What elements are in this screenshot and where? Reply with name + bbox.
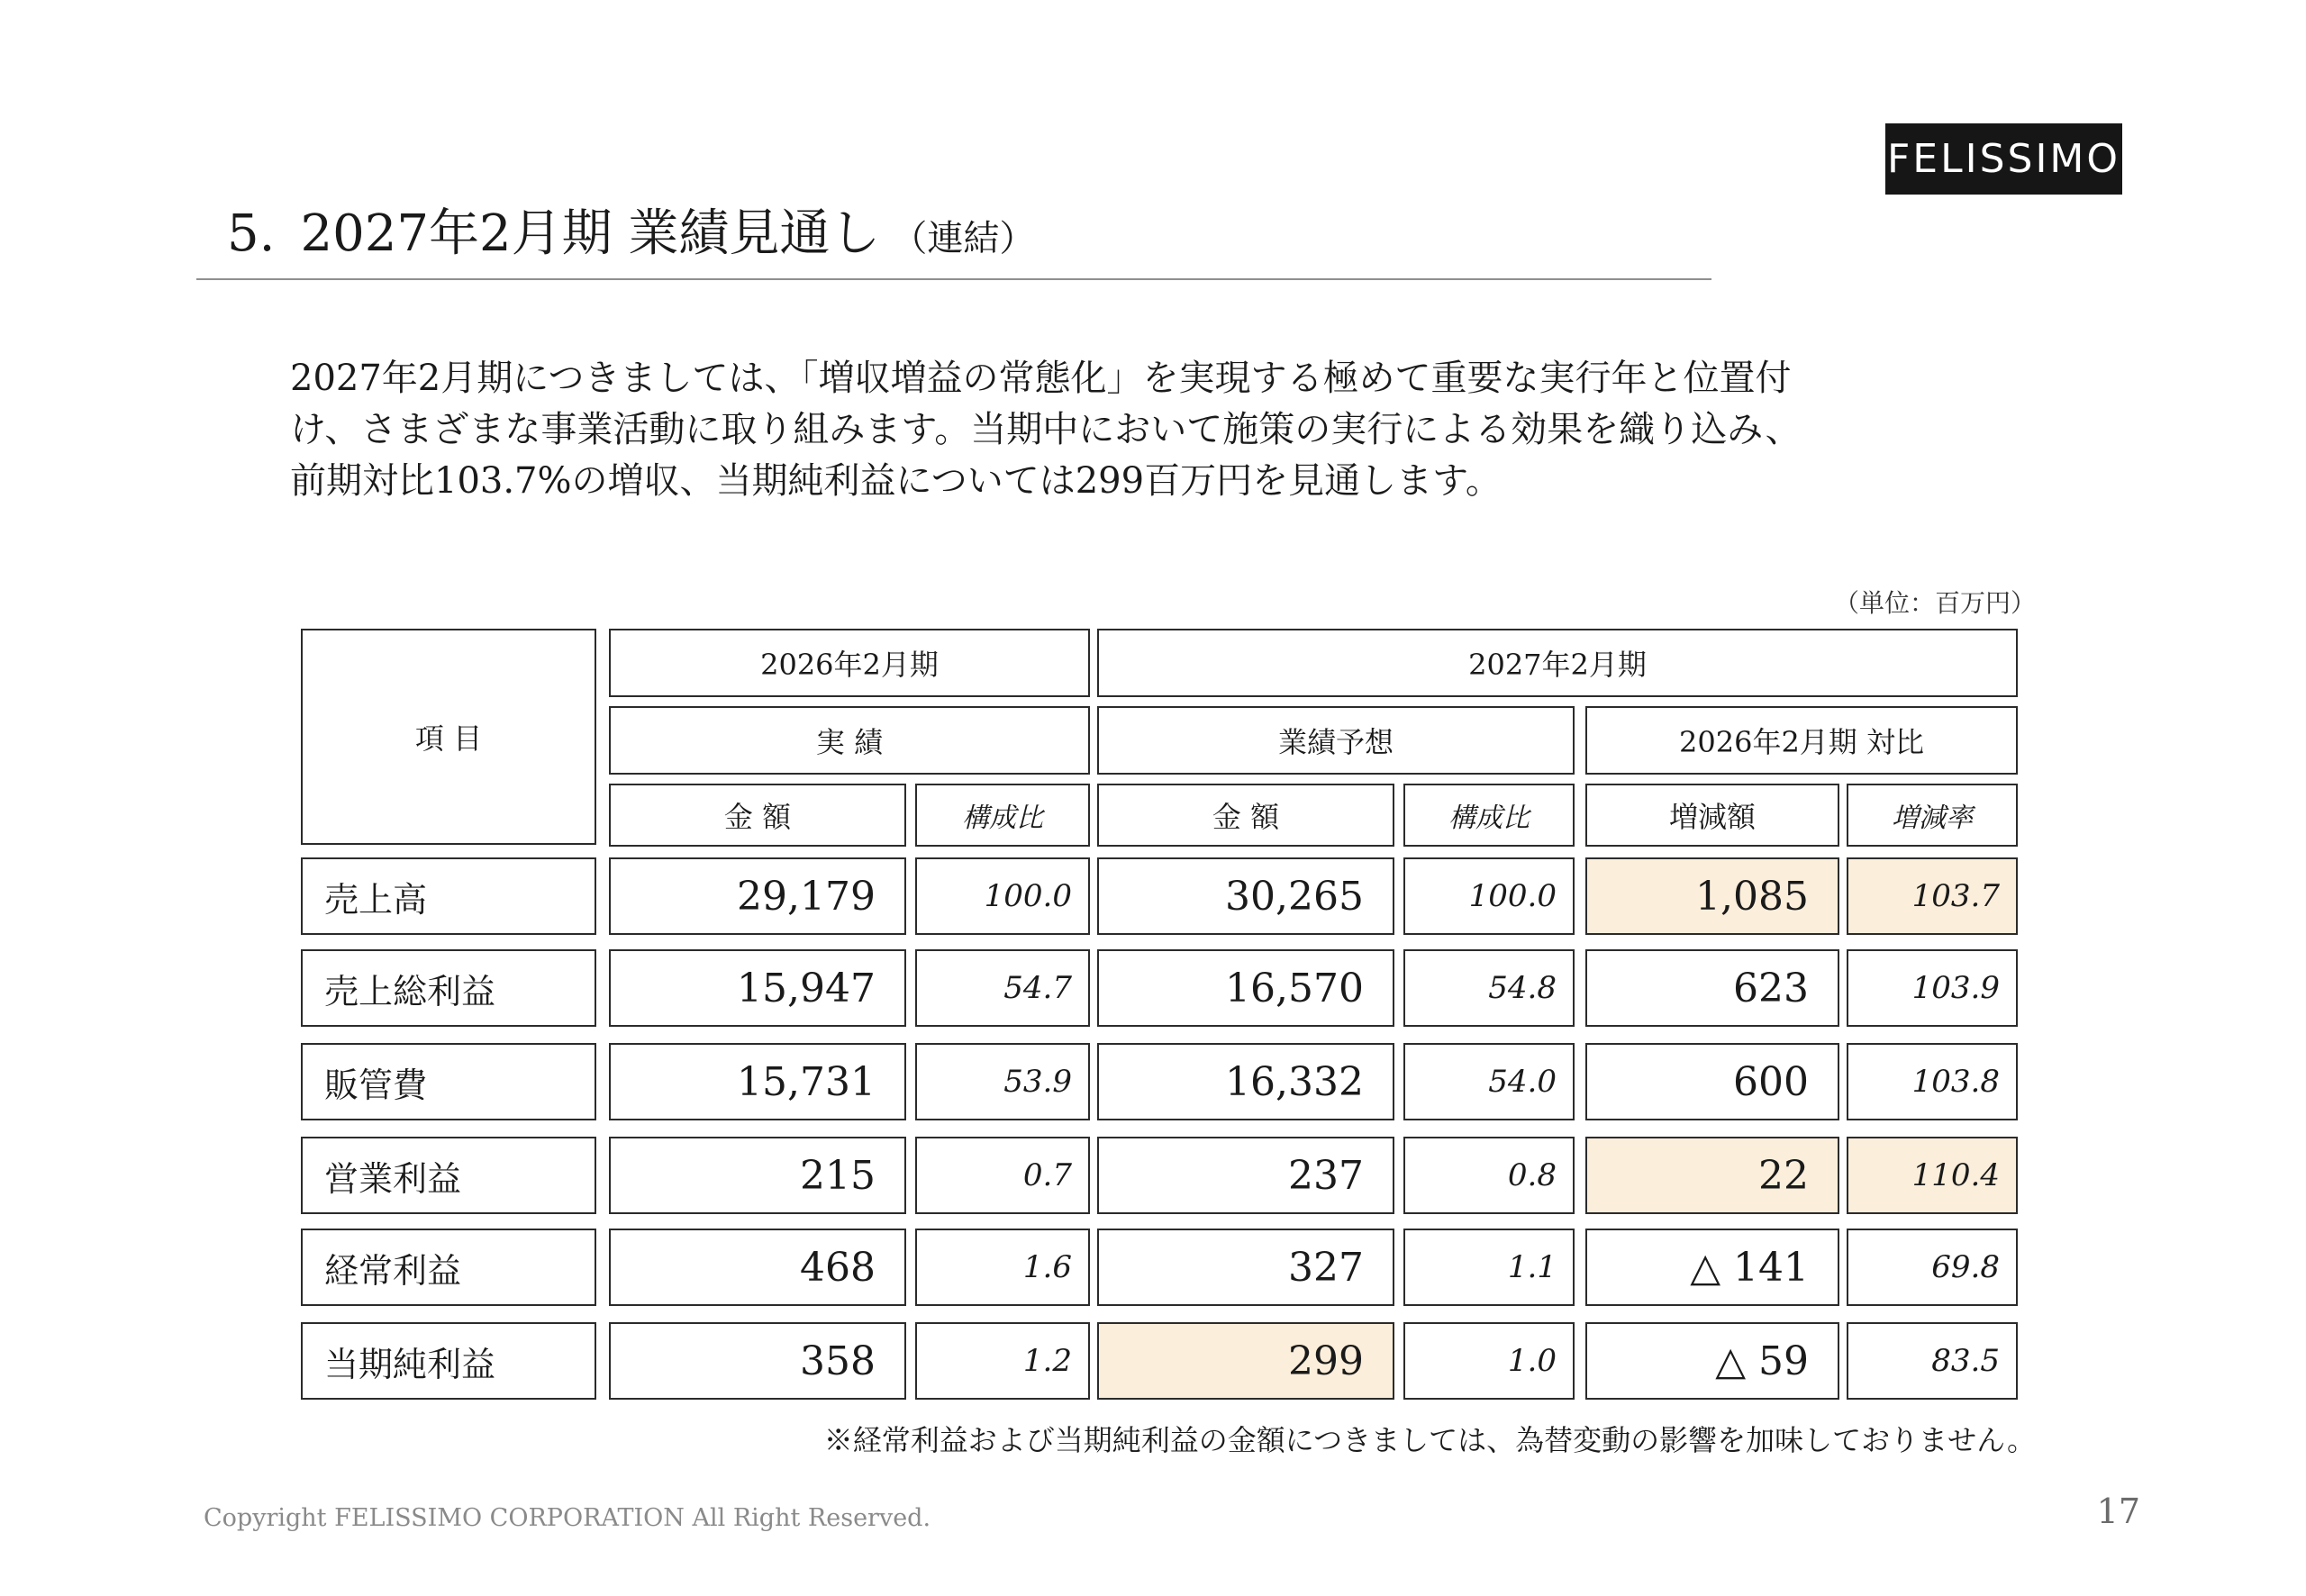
- footnote: ※経常利益および当期純利益の金額につきましては、為替変動の影響を加味しておりません。: [823, 1423, 2036, 1457]
- header-comparison: 2026年2月期 対比: [1585, 706, 2018, 775]
- forecast-ratio: 100.0: [1403, 857, 1575, 935]
- actual-ratio: 1.6: [915, 1229, 1090, 1306]
- change-rate: 103.7: [1847, 857, 2018, 935]
- forecast-amount: 299: [1097, 1322, 1394, 1400]
- intro-line: 2027年2月期につきましては、「増収増益の常態化」を実現する極めて重要な実行年と位置付: [290, 358, 1792, 399]
- row-label: 営業利益: [301, 1137, 596, 1214]
- actual-ratio: 53.9: [915, 1043, 1090, 1120]
- felissimo-logo: [1885, 123, 2122, 195]
- actual-amount: 15,947: [609, 949, 906, 1027]
- copyright: Copyright FELISSIMO CORPORATION All Right Reserved.: [204, 1504, 931, 1532]
- actual-amount: 29,179: [609, 857, 906, 935]
- header-change-rate: 増減率: [1847, 784, 2018, 847]
- intro-line: 前期対比103.7%の増収、当期純利益については299百万円を見通します。: [290, 460, 1502, 502]
- change-amount: 623: [1585, 949, 1839, 1027]
- title-divider: [196, 278, 1711, 280]
- actual-amount: 15,731: [609, 1043, 906, 1120]
- change-amount: △ 59: [1585, 1322, 1839, 1400]
- change-rate: 69.8: [1847, 1229, 2018, 1306]
- row-label: 経常利益: [301, 1229, 596, 1306]
- row-label: 当期純利益: [301, 1322, 596, 1400]
- header-actual-amount: 金 額: [609, 784, 906, 847]
- actual-ratio: 100.0: [915, 857, 1090, 935]
- forecast-ratio: 54.8: [1403, 949, 1575, 1027]
- actual-amount: 468: [609, 1229, 906, 1306]
- logo-text: FELISSIMO: [1886, 136, 2121, 182]
- forecast-amount: 327: [1097, 1229, 1394, 1306]
- unit-label: （単位：百万円）: [1833, 588, 2036, 618]
- forecast-ratio: 0.8: [1403, 1137, 1575, 1214]
- change-amount: 22: [1585, 1137, 1839, 1214]
- page-number: 17: [2096, 1492, 2140, 1531]
- actual-amount: 215: [609, 1137, 906, 1214]
- page-title: [227, 203, 1035, 270]
- change-rate: 103.9: [1847, 949, 2018, 1027]
- header-forecast-ratio: 構成比: [1403, 784, 1575, 847]
- forecast-ratio: 1.0: [1403, 1322, 1575, 1400]
- header-fy2026: 2026年2月期: [609, 629, 1090, 697]
- forecast-amount: 30,265: [1097, 857, 1394, 935]
- header-forecast: 業績予想: [1097, 706, 1575, 775]
- header-item: 項 目: [301, 629, 596, 845]
- intro-line: け、さまざまな事業活動に取り組みます。当期中において施策の実行による効果を織り込み、: [290, 409, 1802, 450]
- forecast-amount: 237: [1097, 1137, 1394, 1214]
- header-actual-ratio: 構成比: [915, 784, 1090, 847]
- actual-amount: 358: [609, 1322, 906, 1400]
- actual-ratio: 54.7: [915, 949, 1090, 1027]
- forecast-amount: 16,332: [1097, 1043, 1394, 1120]
- row-label: 売上高: [301, 857, 596, 935]
- actual-ratio: 1.2: [915, 1322, 1090, 1400]
- header-actual: 実 績: [609, 706, 1090, 775]
- header-forecast-amount: 金 額: [1097, 784, 1394, 847]
- title-sub: （連結）: [891, 218, 1036, 259]
- title-main: 2027年2月期 業績見通し: [300, 204, 881, 263]
- change-amount: 1,085: [1585, 857, 1839, 935]
- change-rate: 103.8: [1847, 1043, 2018, 1120]
- actual-ratio: 0.7: [915, 1137, 1090, 1214]
- header-fy2027: 2027年2月期: [1097, 629, 2018, 697]
- row-label: 売上総利益: [301, 949, 596, 1027]
- header-change-amount: 増減額: [1585, 784, 1839, 847]
- forecast-amount: 16,570: [1097, 949, 1394, 1027]
- forecast-ratio: 1.1: [1403, 1229, 1575, 1306]
- intro-paragraph: [290, 353, 2029, 507]
- change-amount: △ 141: [1585, 1229, 1839, 1306]
- forecast-ratio: 54.0: [1403, 1043, 1575, 1120]
- change-amount: 600: [1585, 1043, 1839, 1120]
- change-rate: 83.5: [1847, 1322, 2018, 1400]
- change-rate: 110.4: [1847, 1137, 2018, 1214]
- row-label: 販管費: [301, 1043, 596, 1120]
- section-number: 5.: [227, 204, 276, 263]
